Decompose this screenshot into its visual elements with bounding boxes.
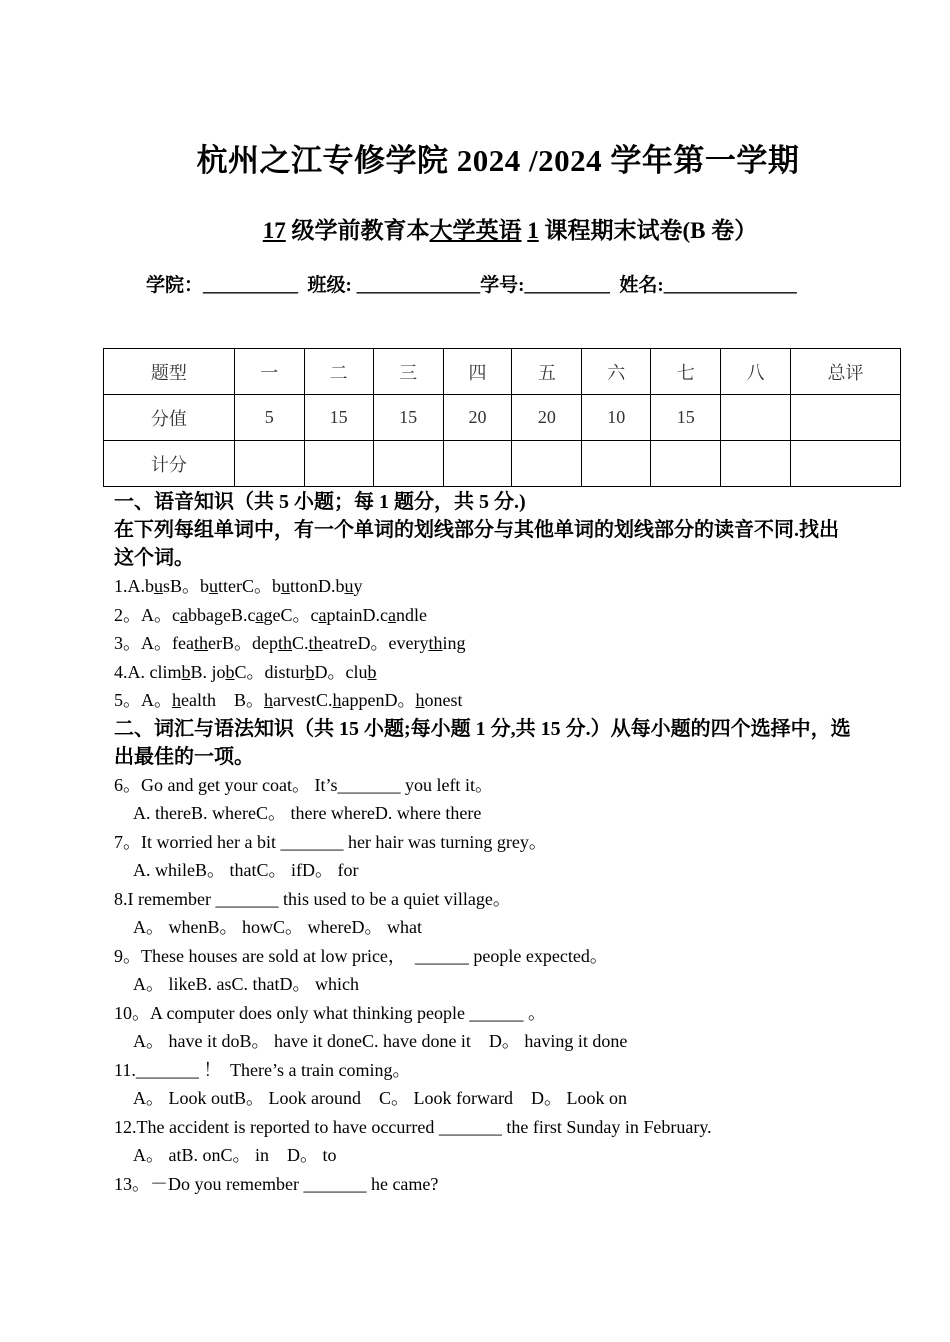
q-underline: a: [387, 604, 396, 625]
q-underline: u: [154, 576, 163, 596]
score-table-value-row: [104, 395, 901, 441]
question-3: [114, 629, 854, 658]
table-cell: 计分: [104, 441, 235, 487]
table-cell: 分值: [104, 395, 235, 441]
q-underline: h: [415, 690, 425, 710]
section1-instruction: 在下列每组单词中，有一个单词的划线部分与其他单词的划线部分的读音不同.找出这个词。: [114, 519, 839, 569]
q-underline: b: [367, 661, 377, 682]
table-cell: 15: [304, 395, 373, 441]
table-cell: 四: [443, 349, 512, 395]
q-text: ptainD.c: [326, 604, 388, 625]
table-cell: 一: [234, 349, 304, 395]
q-underline: b: [225, 661, 235, 682]
score-entry-cell[interactable]: [304, 441, 373, 487]
q-underline: u: [209, 576, 219, 596]
exam-subtitle: [0, 212, 950, 245]
q-text: D。clu: [314, 661, 368, 682]
table-cell: [791, 395, 901, 441]
question-11-options: A。 Look outB。 Look around C。 Look forward D。 Look on: [133, 1088, 627, 1108]
section2-title: 二、词汇与语法知识（共 15 小题;每小题 1 分,共 15 分.）从每小题的四个选择中，选出最佳的一项。: [114, 717, 851, 768]
subtitle-tail: 课程期末试卷(B 卷）: [538, 218, 758, 243]
score-table-score-row: [104, 441, 901, 487]
q-underline: th: [193, 633, 208, 653]
q-text: tterC。b: [218, 576, 282, 596]
section1-title: 一、语音知识（共 5 小题；每 1 题分，共 5 分.): [114, 491, 526, 513]
q-text: eatreD。every: [322, 633, 429, 653]
q-underline: a: [318, 604, 327, 625]
question-9: 9。These houses are sold at low price， ______ people expected。: [114, 945, 608, 966]
q-text: 2。A。c: [114, 604, 180, 625]
table-cell: 六: [582, 349, 651, 395]
q-text: 4.A. clim: [114, 661, 182, 682]
subtitle-course: 大学英语: [429, 218, 522, 243]
score-entry-cell[interactable]: [721, 441, 791, 487]
score-table: [103, 348, 901, 487]
score-entry-cell[interactable]: [512, 441, 582, 487]
question-7: 7。It worried her a bit _______ her hair was turning grey。: [114, 831, 547, 852]
student-info-line: 学院：__________ 班级: _____________学号:_________ 姓名:______________: [146, 275, 797, 296]
table-cell: [721, 395, 791, 441]
q-text: onest: [424, 690, 463, 710]
subtitle-grade: 17: [262, 218, 286, 243]
score-entry-cell[interactable]: [443, 441, 512, 487]
question-10-options: A。 have it doB。 have it doneC. have done it D。 having it done: [133, 1031, 628, 1051]
q-text: C.: [292, 633, 309, 653]
question-10: 10。A computer does only what thinking people ______ 。: [114, 1002, 546, 1023]
table-cell: 20: [443, 395, 512, 441]
q-underline: b: [305, 661, 315, 682]
exam-title: 杭州之江专修学院 2024 /2024 学年第一学期: [196, 143, 800, 178]
q-underline: th: [277, 633, 292, 653]
table-cell: 二: [304, 349, 373, 395]
q-underline: a: [180, 604, 188, 625]
question-2: [114, 601, 854, 630]
score-entry-cell[interactable]: [234, 441, 304, 487]
q-text: erB。dep: [208, 633, 278, 653]
score-entry-cell[interactable]: [373, 441, 443, 487]
question-11: 11._______ ！ There’s a train coming。: [114, 1059, 411, 1080]
question-1: [114, 572, 854, 601]
score-entry-cell[interactable]: [582, 441, 651, 487]
q-underline: h: [172, 690, 181, 710]
q-text: y: [353, 576, 363, 596]
table-cell: 题型: [104, 349, 235, 395]
q-underline: h: [332, 690, 342, 710]
question-5: [114, 686, 854, 715]
table-cell: 5: [234, 395, 304, 441]
q-text: appenD。: [341, 690, 416, 710]
q-text: 3。A。fea: [114, 633, 194, 653]
q-text: ing: [442, 633, 466, 653]
question-8-options: A。 whenB。 howC。 whereD。 what: [133, 917, 422, 937]
q-text: ealth B。: [181, 690, 264, 710]
question-12-options: A。 atB. onC。 in D。 to: [133, 1145, 337, 1165]
q-underline: u: [281, 576, 291, 596]
question-6-options: A. thereB. whereC。 there whereD. where there: [133, 803, 482, 823]
q-text: bbageB.c: [188, 604, 256, 625]
q-text: C。distur: [234, 661, 306, 682]
score-table-header-row: [104, 349, 901, 395]
table-cell: 15: [651, 395, 721, 441]
q-text: arvestC.: [273, 690, 333, 710]
q-text: B. jo: [190, 661, 226, 682]
q-underline: th: [308, 633, 323, 653]
table-cell: 三: [373, 349, 443, 395]
question-12: 12.The accident is reported to have occurred _______ the first Sunday in February.: [114, 1116, 712, 1137]
q-text: 5。A。: [114, 690, 172, 710]
q-underline: u: [344, 576, 354, 596]
question-13: 13。－Do you remember _______ he came?: [114, 1173, 439, 1194]
subtitle-mid: 级学前教育本: [285, 218, 430, 243]
q-underline: h: [264, 690, 273, 710]
table-cell: 15: [373, 395, 443, 441]
q-underline: b: [181, 661, 191, 682]
table-cell: 七: [651, 349, 721, 395]
question-7-options: A. whileB。 thatC。 ifD。 for: [133, 860, 359, 880]
table-cell: 总评: [791, 349, 901, 395]
q-underline: th: [428, 633, 443, 653]
subtitle-course-number: 1: [527, 218, 539, 243]
table-cell: 八: [721, 349, 791, 395]
exam-content: [114, 488, 854, 1198]
table-cell: 五: [512, 349, 582, 395]
q-text: geC。c: [263, 604, 319, 625]
question-9-options: A。 likeB. asC. thatD。 which: [133, 974, 359, 994]
q-text: sB。b: [163, 576, 210, 596]
score-entry-cell[interactable]: [791, 441, 901, 487]
q-text: 1.A.b: [114, 576, 154, 596]
q-text: ttonD.b: [290, 576, 345, 596]
score-entry-cell[interactable]: [651, 441, 721, 487]
question-8: 8.I remember _______ this used to be a quiet village。: [114, 888, 511, 909]
question-6: 6。Go and get your coat。 It’s_______ you left it。: [114, 774, 493, 795]
q-underline: a: [255, 604, 264, 625]
table-cell: 20: [512, 395, 582, 441]
table-cell: 10: [582, 395, 651, 441]
question-4: [114, 658, 854, 687]
q-text: ndle: [395, 604, 427, 625]
